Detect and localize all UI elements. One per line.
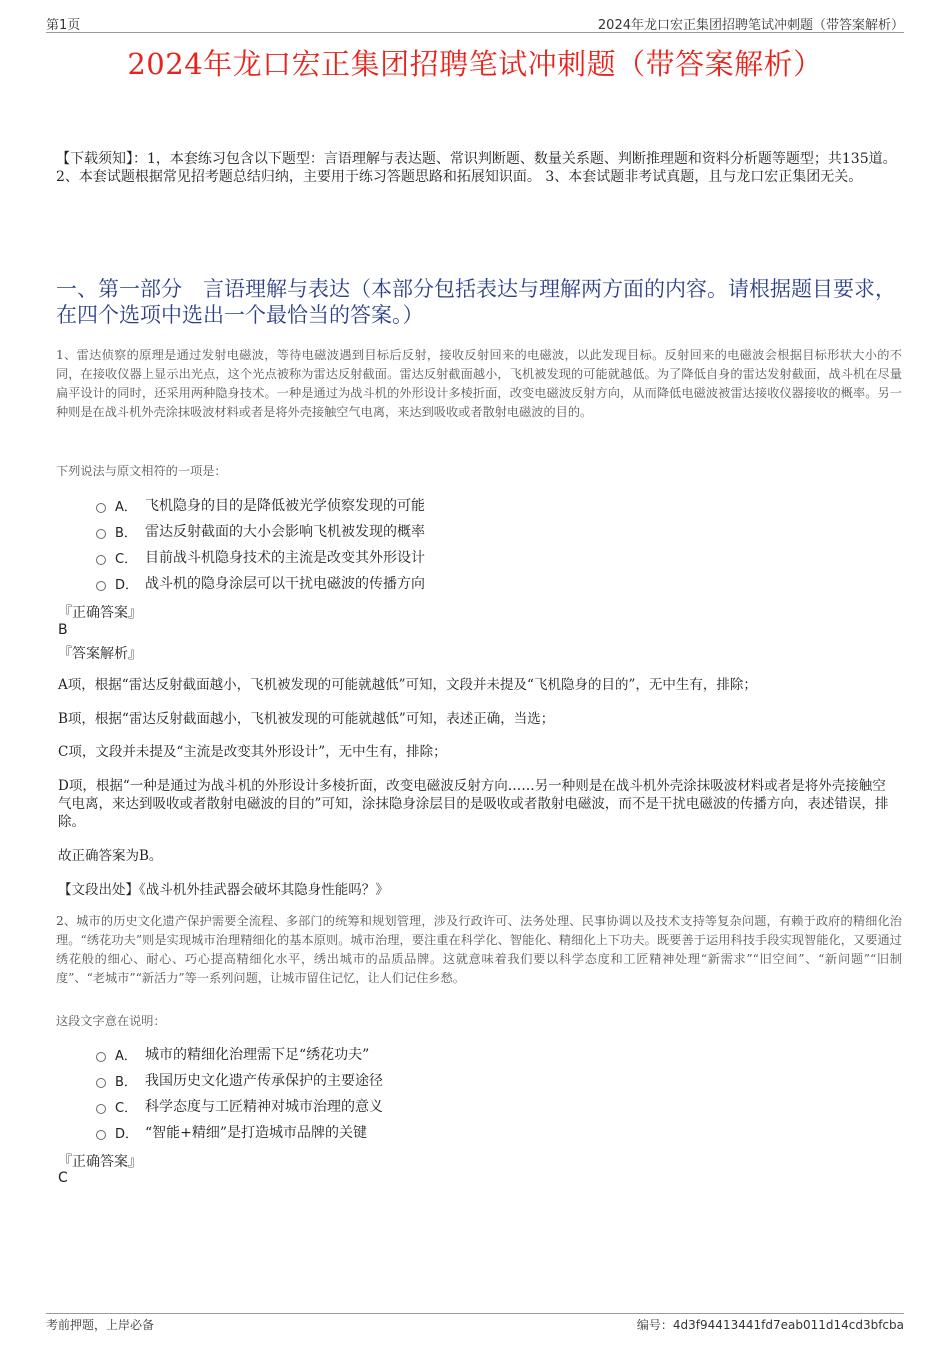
- question-2-options: [96, 1041, 596, 1145]
- answer-label: 『正确答案』: [58, 605, 142, 621]
- radio-button[interactable]: [96, 555, 106, 565]
- radio-button[interactable]: [96, 503, 106, 513]
- answer-label: 『正确答案』: [58, 1154, 142, 1170]
- option-letter: C．: [115, 551, 138, 567]
- option-text: 目前战斗机隐身技术的主流是改变其外形设计: [145, 550, 425, 566]
- question-2-passage: 2、城市的历史文化遗产保护需要全流程、多部门的统筹和规划管理，涉及行政许可、法务处理、民事协调以及技术支持等复杂问题，有赖于政府的精细化治理。“绣花功夫”则是实现城市治理精细化的基本原则。城市治理，要注重在科学化、智能化、精细化上下功夫。既要善于运用科技手段实现智能化，又要通过绣花般的细心、耐心、巧心提高精细化水平，绣出城市的品质品牌。这就意味着我们要以科学态度和工匠精神处理“新需求”“旧空间”、“新问题”“旧制度”、“老城市”“新活力”等一系列问题，让城市留住记忆，让人们记住乡愁。: [56, 914, 902, 985]
- code-value: 4d3f94413441fd7eab011d14cd3bfcba: [672, 1318, 904, 1332]
- option-text: “智能+精细”是打造城市品牌的关键: [145, 1125, 368, 1141]
- option-text: 飞机隐身的目的是降低被光学侦察发现的可能: [145, 498, 425, 514]
- document-title: 2024年龙口宏正集团招聘笔试冲刺题（带答案解析）: [127, 47, 823, 81]
- analysis-c: C项，文段并未提及“主流是改变其外形设计”，无中生有，排除；: [58, 744, 447, 760]
- question-1-prompt: 下列说法与原文相符的一项是：: [56, 464, 227, 478]
- analysis-b: B项，根据“雷达反射截面越小，飞机被发现的可能就越低”可知，表述正确，当选；: [58, 711, 555, 727]
- option-a[interactable]: [96, 492, 596, 518]
- radio-button[interactable]: [96, 529, 106, 539]
- download-notice: 【下载须知】：1，本套练习包含以下题型：言语理解与表达题、常识判断题、数量关系题、判断推理题和资料分析题等题型；共135道。 2、本套试题根据常见招考题总结归纳，主要用于练习答题思路和拓展知识面。 3、本套试题非考试真题，且与龙口宏正集团无关。: [56, 151, 897, 185]
- option-d[interactable]: [96, 570, 596, 596]
- option-a[interactable]: [96, 1041, 596, 1067]
- page-footer: [46, 1313, 904, 1336]
- question-2-prompt: 这段文字意在说明：: [56, 1014, 166, 1028]
- analysis-a: A项，根据“雷达反射截面越小，飞机被发现的可能就越低”可知，文段并未提及“飞机隐身的目的”，无中生有，排除；: [58, 677, 757, 693]
- option-c[interactable]: [96, 544, 596, 570]
- option-letter: C．: [115, 1100, 138, 1116]
- radio-button[interactable]: [96, 1052, 106, 1062]
- correct-answer: C: [58, 1170, 68, 1186]
- page-header: [46, 14, 904, 33]
- option-text: 科学态度与工匠精神对城市治理的意义: [145, 1099, 383, 1115]
- radio-button[interactable]: [96, 1078, 106, 1088]
- option-letter: A．: [115, 1048, 137, 1064]
- radio-button[interactable]: [96, 581, 106, 591]
- option-letter: B．: [115, 525, 137, 541]
- radio-button[interactable]: [96, 1130, 106, 1140]
- option-letter: D．: [115, 1126, 139, 1142]
- option-b[interactable]: [96, 1067, 596, 1093]
- analysis-label: 『答案解析』: [58, 646, 142, 662]
- option-text: 我国历史文化遗产传承保护的主要途径: [145, 1073, 383, 1089]
- question-1-options: [96, 492, 596, 596]
- page-number: 第1页: [46, 18, 81, 33]
- analysis-conclusion: 故正确答案为B。: [58, 848, 163, 864]
- option-b[interactable]: [96, 518, 596, 544]
- footer-slogan: 考前押题，上岸必备: [46, 1318, 155, 1332]
- analysis-d: D项，根据“一种是通过为战斗机的外形设计多棱折面，改变电磁波反射方向……另一种则是在战斗机外壳涂抹吸波材料或者是将外壳接触空气电离，来达到吸收或者散射电磁波的目的”可知，涂抹隐身涂层目的是吸收或者散射电磁波，而不是干扰电磁波的传播方向，表述错误，排除。: [58, 778, 889, 830]
- option-text: 城市的精细化治理需下足“绣花功夫”: [145, 1047, 370, 1063]
- footer-code: [637, 1316, 904, 1333]
- option-letter: D．: [115, 577, 139, 593]
- correct-answer: B: [58, 622, 68, 638]
- option-d[interactable]: [96, 1119, 596, 1145]
- option-c[interactable]: [96, 1093, 596, 1119]
- question-1-passage: 1、雷达侦察的原理是通过发射电磁波，等待电磁波遇到目标后反射，接收反射回来的电磁波，以此发现目标。反射回来的电磁波会根据目标形状大小的不同，在接收仪器上显示出光点，这个光点被称为雷达反射截面。雷达反射截面越小，飞机被发现的可能就越低。为了降低自身的雷达发射截面，战斗机在尽量扁平设计的同时，还采用两种隐身技术。一种是通过为战斗机的外形设计多棱折面，改变电磁波反射方向，从而降低电磁波被雷达接收仪器接收的概率。另一种则是在战斗机外壳涂抹吸波材料或者是将外壳接触空气电离，来达到吸收或者散射电磁波的目的。: [56, 348, 902, 419]
- radio-button[interactable]: [96, 1104, 106, 1114]
- source-citation: 【文段出处】《战斗机外挂武器会破坏其隐身性能吗？》: [58, 882, 389, 898]
- header-doc-title: 2024年龙口宏正集团招聘笔试冲刺题（带答案解析）: [597, 18, 904, 33]
- code-label: 编号：: [636, 1318, 673, 1332]
- option-text: 雷达反射截面的大小会影响飞机被发现的概率: [145, 524, 425, 540]
- section-heading: 一、第一部分 言语理解与表达（本部分包括表达与理解两方面的内容。请根据题目要求，在四个选项中选出一个最恰当的答案。）: [56, 277, 896, 327]
- option-letter: B．: [115, 1074, 137, 1090]
- option-text: 战斗机的隐身涂层可以干扰电磁波的传播方向: [145, 576, 425, 592]
- option-letter: A．: [115, 499, 137, 515]
